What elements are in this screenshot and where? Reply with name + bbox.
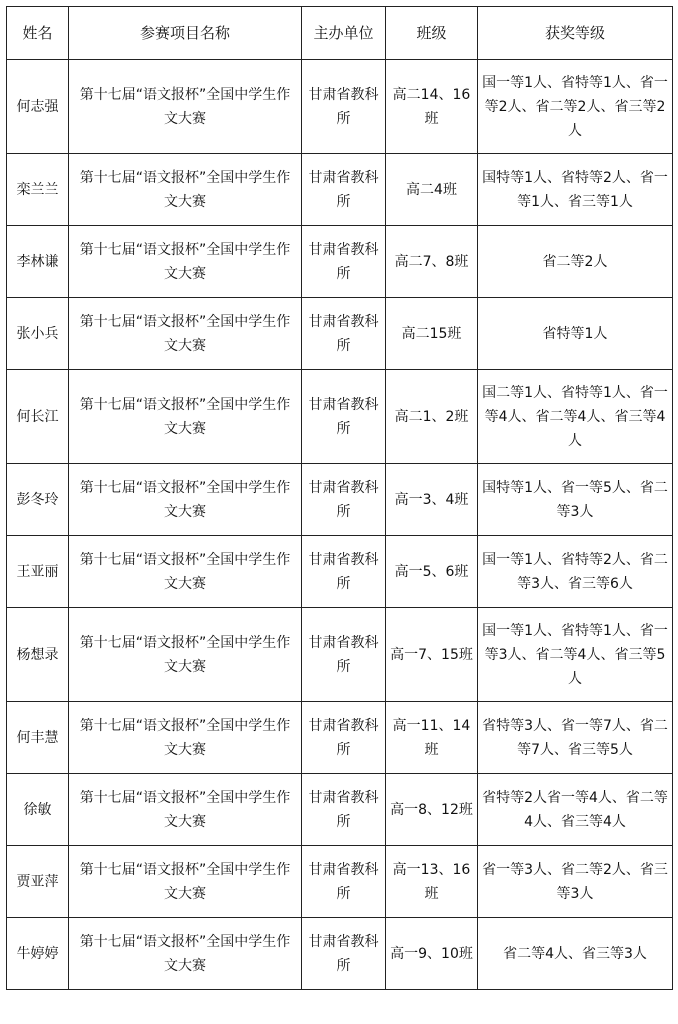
cell-organizer: 甘肃省教科所	[302, 702, 386, 774]
table-row	[7, 702, 673, 774]
cell-organizer: 甘肃省教科所	[302, 60, 386, 154]
cell-class: 高一11、14班	[386, 702, 478, 774]
cell-name: 李林谦	[7, 226, 69, 298]
cell-organizer: 甘肃省教科所	[302, 298, 386, 370]
cell-class: 高二4班	[386, 154, 478, 226]
cell-award: 国一等1人、省特等1人、省一等2人、省二等2人、省三等2人	[478, 60, 673, 154]
cell-organizer: 甘肃省教科所	[302, 536, 386, 608]
cell-name: 徐敏	[7, 774, 69, 846]
cell-award: 国一等1人、省特等2人、省二等3人、省三等6人	[478, 536, 673, 608]
cell-class: 高一9、10班	[386, 918, 478, 990]
header-project: 参赛项目名称	[69, 7, 302, 60]
table-row	[7, 464, 673, 536]
cell-class: 高一3、4班	[386, 464, 478, 536]
cell-name: 栾兰兰	[7, 154, 69, 226]
cell-project: 第十七届“语文报杯”全国中学生作文大赛	[69, 60, 302, 154]
cell-class: 高一13、16班	[386, 846, 478, 918]
cell-organizer: 甘肃省教科所	[302, 464, 386, 536]
cell-award: 国特等1人、省特等2人、省一等1人、省三等1人	[478, 154, 673, 226]
header-organizer: 主办单位	[302, 7, 386, 60]
cell-class: 高一7、15班	[386, 608, 478, 702]
table-row	[7, 370, 673, 464]
cell-award: 国一等1人、省特等1人、省一等3人、省二等4人、省三等5人	[478, 608, 673, 702]
table-row	[7, 608, 673, 702]
header-award: 获奖等级	[478, 7, 673, 60]
cell-name: 何志强	[7, 60, 69, 154]
cell-project: 第十七届“语文报杯”全国中学生作文大赛	[69, 226, 302, 298]
cell-organizer: 甘肃省教科所	[302, 226, 386, 298]
cell-name: 贾亚萍	[7, 846, 69, 918]
cell-name: 张小兵	[7, 298, 69, 370]
cell-organizer: 甘肃省教科所	[302, 846, 386, 918]
table-row	[7, 154, 673, 226]
cell-class: 高二7、8班	[386, 226, 478, 298]
table-row	[7, 226, 673, 298]
cell-organizer: 甘肃省教科所	[302, 918, 386, 990]
cell-organizer: 甘肃省教科所	[302, 370, 386, 464]
cell-award: 国特等1人、省一等5人、省二等3人	[478, 464, 673, 536]
cell-name: 王亚丽	[7, 536, 69, 608]
cell-project: 第十七届“语文报杯”全国中学生作文大赛	[69, 608, 302, 702]
cell-award: 省特等1人	[478, 298, 673, 370]
cell-class: 高二14、16班	[386, 60, 478, 154]
cell-name: 何丰慧	[7, 702, 69, 774]
cell-project: 第十七届“语文报杯”全国中学生作文大赛	[69, 774, 302, 846]
table-row	[7, 918, 673, 990]
header-name: 姓名	[7, 7, 69, 60]
table-row	[7, 774, 673, 846]
table-row	[7, 536, 673, 608]
cell-award: 省特等3人、省一等7人、省二等7人、省三等5人	[478, 702, 673, 774]
cell-project: 第十七届“语文报杯”全国中学生作文大赛	[69, 370, 302, 464]
cell-project: 第十七届“语文报杯”全国中学生作文大赛	[69, 918, 302, 990]
header-class: 班级	[386, 7, 478, 60]
cell-name: 牛婷婷	[7, 918, 69, 990]
cell-award: 省一等3人、省二等2人、省三等3人	[478, 846, 673, 918]
table-row	[7, 298, 673, 370]
cell-name: 何长江	[7, 370, 69, 464]
cell-class: 高一8、12班	[386, 774, 478, 846]
cell-project: 第十七届“语文报杯”全国中学生作文大赛	[69, 702, 302, 774]
cell-organizer: 甘肃省教科所	[302, 608, 386, 702]
cell-project: 第十七届“语文报杯”全国中学生作文大赛	[69, 154, 302, 226]
cell-award: 省二等4人、省三等3人	[478, 918, 673, 990]
table-row	[7, 60, 673, 154]
cell-class: 高一5、6班	[386, 536, 478, 608]
awards-table	[6, 6, 673, 990]
cell-award: 省二等2人	[478, 226, 673, 298]
table-row	[7, 846, 673, 918]
cell-award: 国二等1人、省特等1人、省一等4人、省二等4人、省三等4人	[478, 370, 673, 464]
cell-organizer: 甘肃省教科所	[302, 774, 386, 846]
cell-class: 高二1、2班	[386, 370, 478, 464]
cell-award: 省特等2人省一等4人、省二等4人、省三等4人	[478, 774, 673, 846]
cell-organizer: 甘肃省教科所	[302, 154, 386, 226]
cell-class: 高二15班	[386, 298, 478, 370]
cell-project: 第十七届“语文报杯”全国中学生作文大赛	[69, 536, 302, 608]
header-row	[7, 7, 673, 60]
cell-project: 第十七届“语文报杯”全国中学生作文大赛	[69, 846, 302, 918]
cell-project: 第十七届“语文报杯”全国中学生作文大赛	[69, 464, 302, 536]
cell-name: 彭冬玲	[7, 464, 69, 536]
cell-project: 第十七届“语文报杯”全国中学生作文大赛	[69, 298, 302, 370]
cell-name: 杨想录	[7, 608, 69, 702]
